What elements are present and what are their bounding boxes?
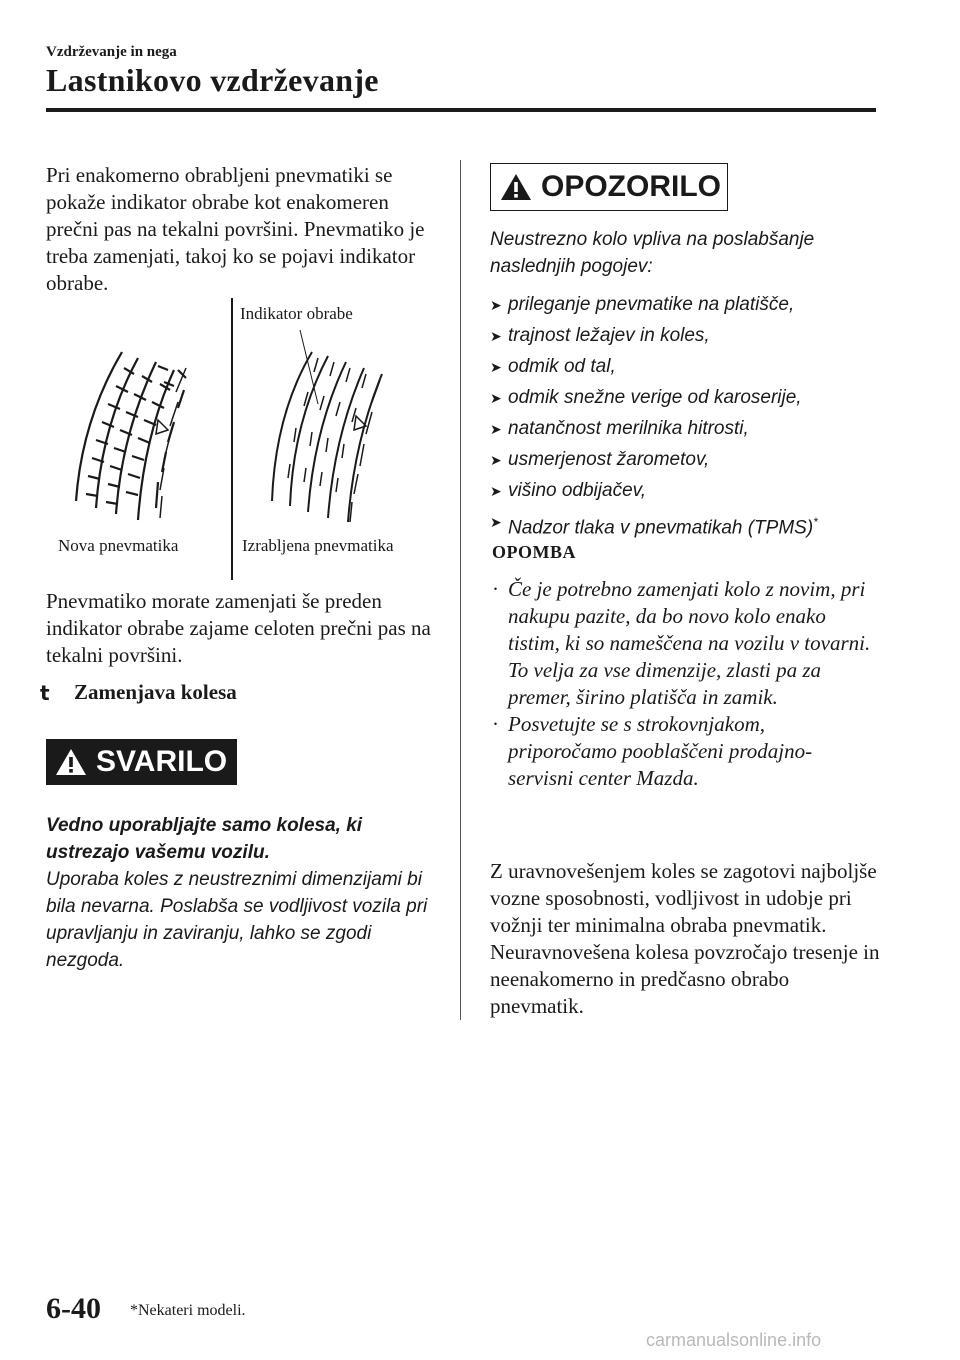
label-new-tire: Nova pnevmatika [58, 536, 179, 555]
caution-badge-inner [491, 164, 731, 210]
warning-bold-text: Vedno uporabljajte samo kolesa, ki ustrezajo vašemu vozilu. [46, 815, 363, 863]
paragraph-replace-tire: Pnevmatiko morate zamenjati še preden indikator obrabe zajame celoten prečni pas na tekalni površini. [46, 589, 431, 667]
warning-text [46, 812, 446, 974]
arrow-right-icon: ➤ [490, 515, 502, 531]
arrow-right-icon: ➤ [490, 484, 502, 500]
list-item: ➤ natančnost merilnika hitrosti, [490, 414, 870, 445]
watermark: carmanualsonline.info [646, 1330, 822, 1350]
list-item: ➤ Nadzor tlaka v pnevmatikah (TPMS)* [490, 507, 870, 543]
note-list [492, 576, 872, 792]
arrow-right-icon: ➤ [490, 360, 502, 376]
paragraph-wear-indicator: Pri enakomerno obrabljeni pnevmatiki se pokaže indikator obrabe kot enakomeren prečni pas na tekalni površini. Pnevmatiko je treba zamenjati, takoj ko se pojavi indikator obrabe. [46, 163, 425, 295]
warning-label: SVARILO [96, 745, 228, 778]
label-worn-tire: Izrabljena pnevmatika [242, 536, 394, 555]
caution-badge [490, 163, 728, 211]
section-label: Vzdrževanje in nega [46, 44, 177, 60]
list-item: ➤ prileganje pnevmatike na platišče, [490, 290, 870, 321]
caution-label: OPOZORILO [541, 170, 721, 203]
list-item: ➤ odmik od tal, [490, 352, 870, 383]
list-item: · Posvetujte se s strokovnjakom, priporočamo pooblaščeni prodajno-servisni center Mazda. [492, 712, 813, 790]
arrow-right-icon: ➤ [490, 391, 502, 407]
warning-body-text: Uporaba koles z neustreznimi dimenzijami bi bila nevarna. Poslabša se vodljivost vozila pri upravljanju in zaviranju, lahko se zgodi nezgoda. [46, 869, 428, 971]
column-divider [460, 160, 461, 1020]
warning-badge [46, 739, 237, 785]
warning-triangle-icon [54, 747, 88, 777]
list-item: ➤ višino odbijačev, [490, 476, 870, 507]
footnote: *Nekateri modeli. [130, 1302, 246, 1319]
header-rule [46, 108, 876, 112]
label-wear-indicator: Indikator obrabe [240, 304, 353, 323]
footnote-mark: * [813, 515, 818, 529]
caution-intro: Neustrezno kolo vpliva na poslabšanje naslednjih pogojev: [490, 229, 815, 277]
page-title: Lastnikovo vzdrževanje [46, 62, 379, 98]
caution-list [490, 290, 870, 543]
list-item: ➤ usmerjenost žarometov, [490, 445, 870, 476]
tire-wear-figure [46, 296, 446, 582]
list-item: ➤ odmik snežne verige od karoserije, [490, 383, 870, 414]
arrow-right-icon: ➤ [490, 329, 502, 345]
arrow-right-icon: ➤ [490, 453, 502, 469]
list-item: ➤ trajnost ležajev in koles, [490, 321, 870, 352]
paragraph-wheel-balancing: Z uravnovešenjem koles se zagotovi najboljše vozne sposobnosti, vodljivost in udobje pri vožnji ter minimalna obraba pnevmatik. Neuravnovešena kolesa povzročajo tresenje in neenakomerno in predčasno obrabo pnevmatik. [490, 859, 880, 1018]
section-title: Zamenjava kolesa [74, 680, 237, 704]
arrow-right-icon: ➤ [490, 298, 502, 314]
section-heading-wheel-replacement [40, 680, 237, 705]
page-number: 6-40 [46, 1292, 101, 1325]
arrow-right-icon: ➤ [490, 422, 502, 438]
list-item: · Če je potrebno zamenjati kolo z novim, pri nakupu pazite, da bo novo kolo enako tistim, ki so nameščena na vozilu v tovarni. To velja za vse dimenzije, zlasti pa za premer, širino platišča in zamik. [492, 577, 871, 709]
note-title: OPOMBA [492, 542, 576, 562]
section-marker: t [40, 680, 50, 705]
warning-triangle-icon [499, 172, 533, 202]
